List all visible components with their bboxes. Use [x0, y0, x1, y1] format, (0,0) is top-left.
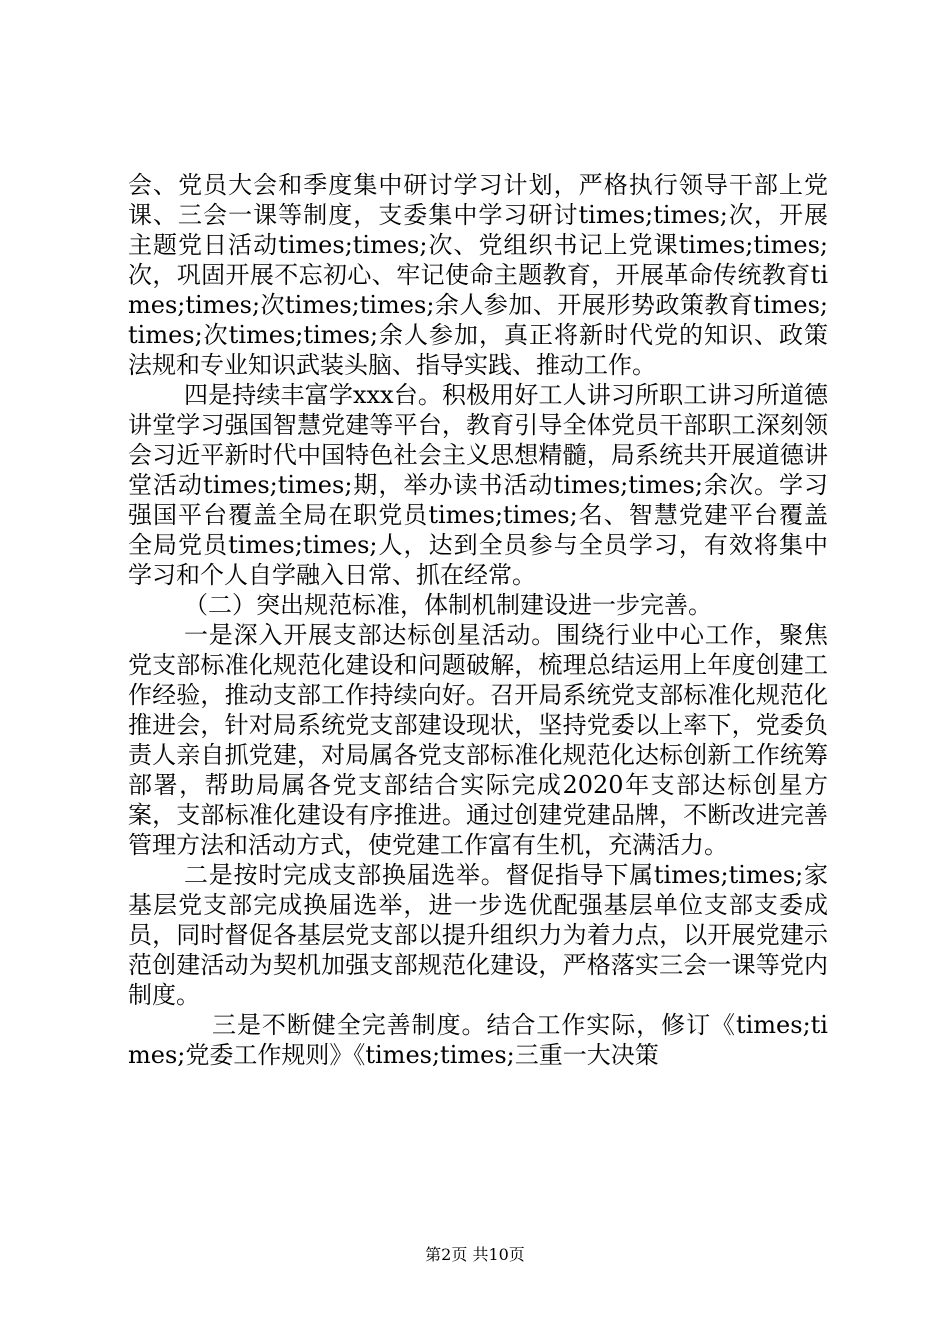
paragraph-continuation: 会、党员大会和季度集中研讨学习计划，严格执行领导干部上党课、三会一课等制度，支委集中学习研讨times;times;次，开展主题党日活动times;times;次、党组织书记上党课times;times;次，巩固开展不忘初心、牢记使命主题教育，开展革命传统教育times;times;次times;times;余人参加、开展形势政策教育times;times;次times;times;余人参加，真正将新时代党的知识、政策法规和专业知识武装头脑、指导实践、推动工作。 [128, 171, 828, 379]
paragraph-branch-standards: 一是深入开展支部达标创星活动。围绕行业中心工作，聚焦党支部标准化规范化建设和问题破解，梳理总结运用上年度创建工作经验，推动支部工作持续向好。召开局系统党支部标准化规范化推进会，针对局系统党支部建设现状，坚持党委以上率下，党委负责人亲自抓党建，对局属各党支部标准化规范化达标创新工作统筹部署，帮助局属各党支部结合实际完成2020年支部达标创星方案，支部标准化建设有序推进。通过创建党建品牌，不断改进完善管理方法和活动方式，使党建工作富有生机，充满活力。 [128, 621, 828, 859]
paragraph-branch-election: 二是按时完成支部换届选举。督促指导下属times;times;家基层党支部完成换届选举，进一步选优配强基层单位支部支委成员，同时督促各基层党支部以提升组织力为着力点，以开展党建示范创建活动为契机加强支部规范化建设，严格落实三会一课等党内制度。 [128, 861, 828, 1009]
page-number-footer: 第2页 共10页 [425, 1245, 525, 1264]
paragraph-study-platform: 四是持续丰富学xxx台。积极用好工人讲习所职工讲习所道德讲堂学习强国智慧党建等平台，教育引导全体党员干部职工深刻领会习近平新时代中国特色社会主义思想精髓，局系统共开展道德讲堂活动times;times;期，举办读书活动times;times;余次。学习强国平台覆盖全局在职党员times;times;名、智慧党建平台覆盖全局党员times;times;人，达到全员参与全员学习，有效将集中学习和个人自学融入日常、抓在经常。 [128, 381, 828, 589]
section-heading-two: （二）突出规范标准，体制机制建设进一步完善。 [184, 591, 712, 619]
paragraph-rules-system: 三是不断健全完善制度。结合工作实际，修订《times;times;党委工作规则》《times;times;三重一大决策 [128, 1011, 828, 1069]
body-text [128, 170, 828, 1070]
